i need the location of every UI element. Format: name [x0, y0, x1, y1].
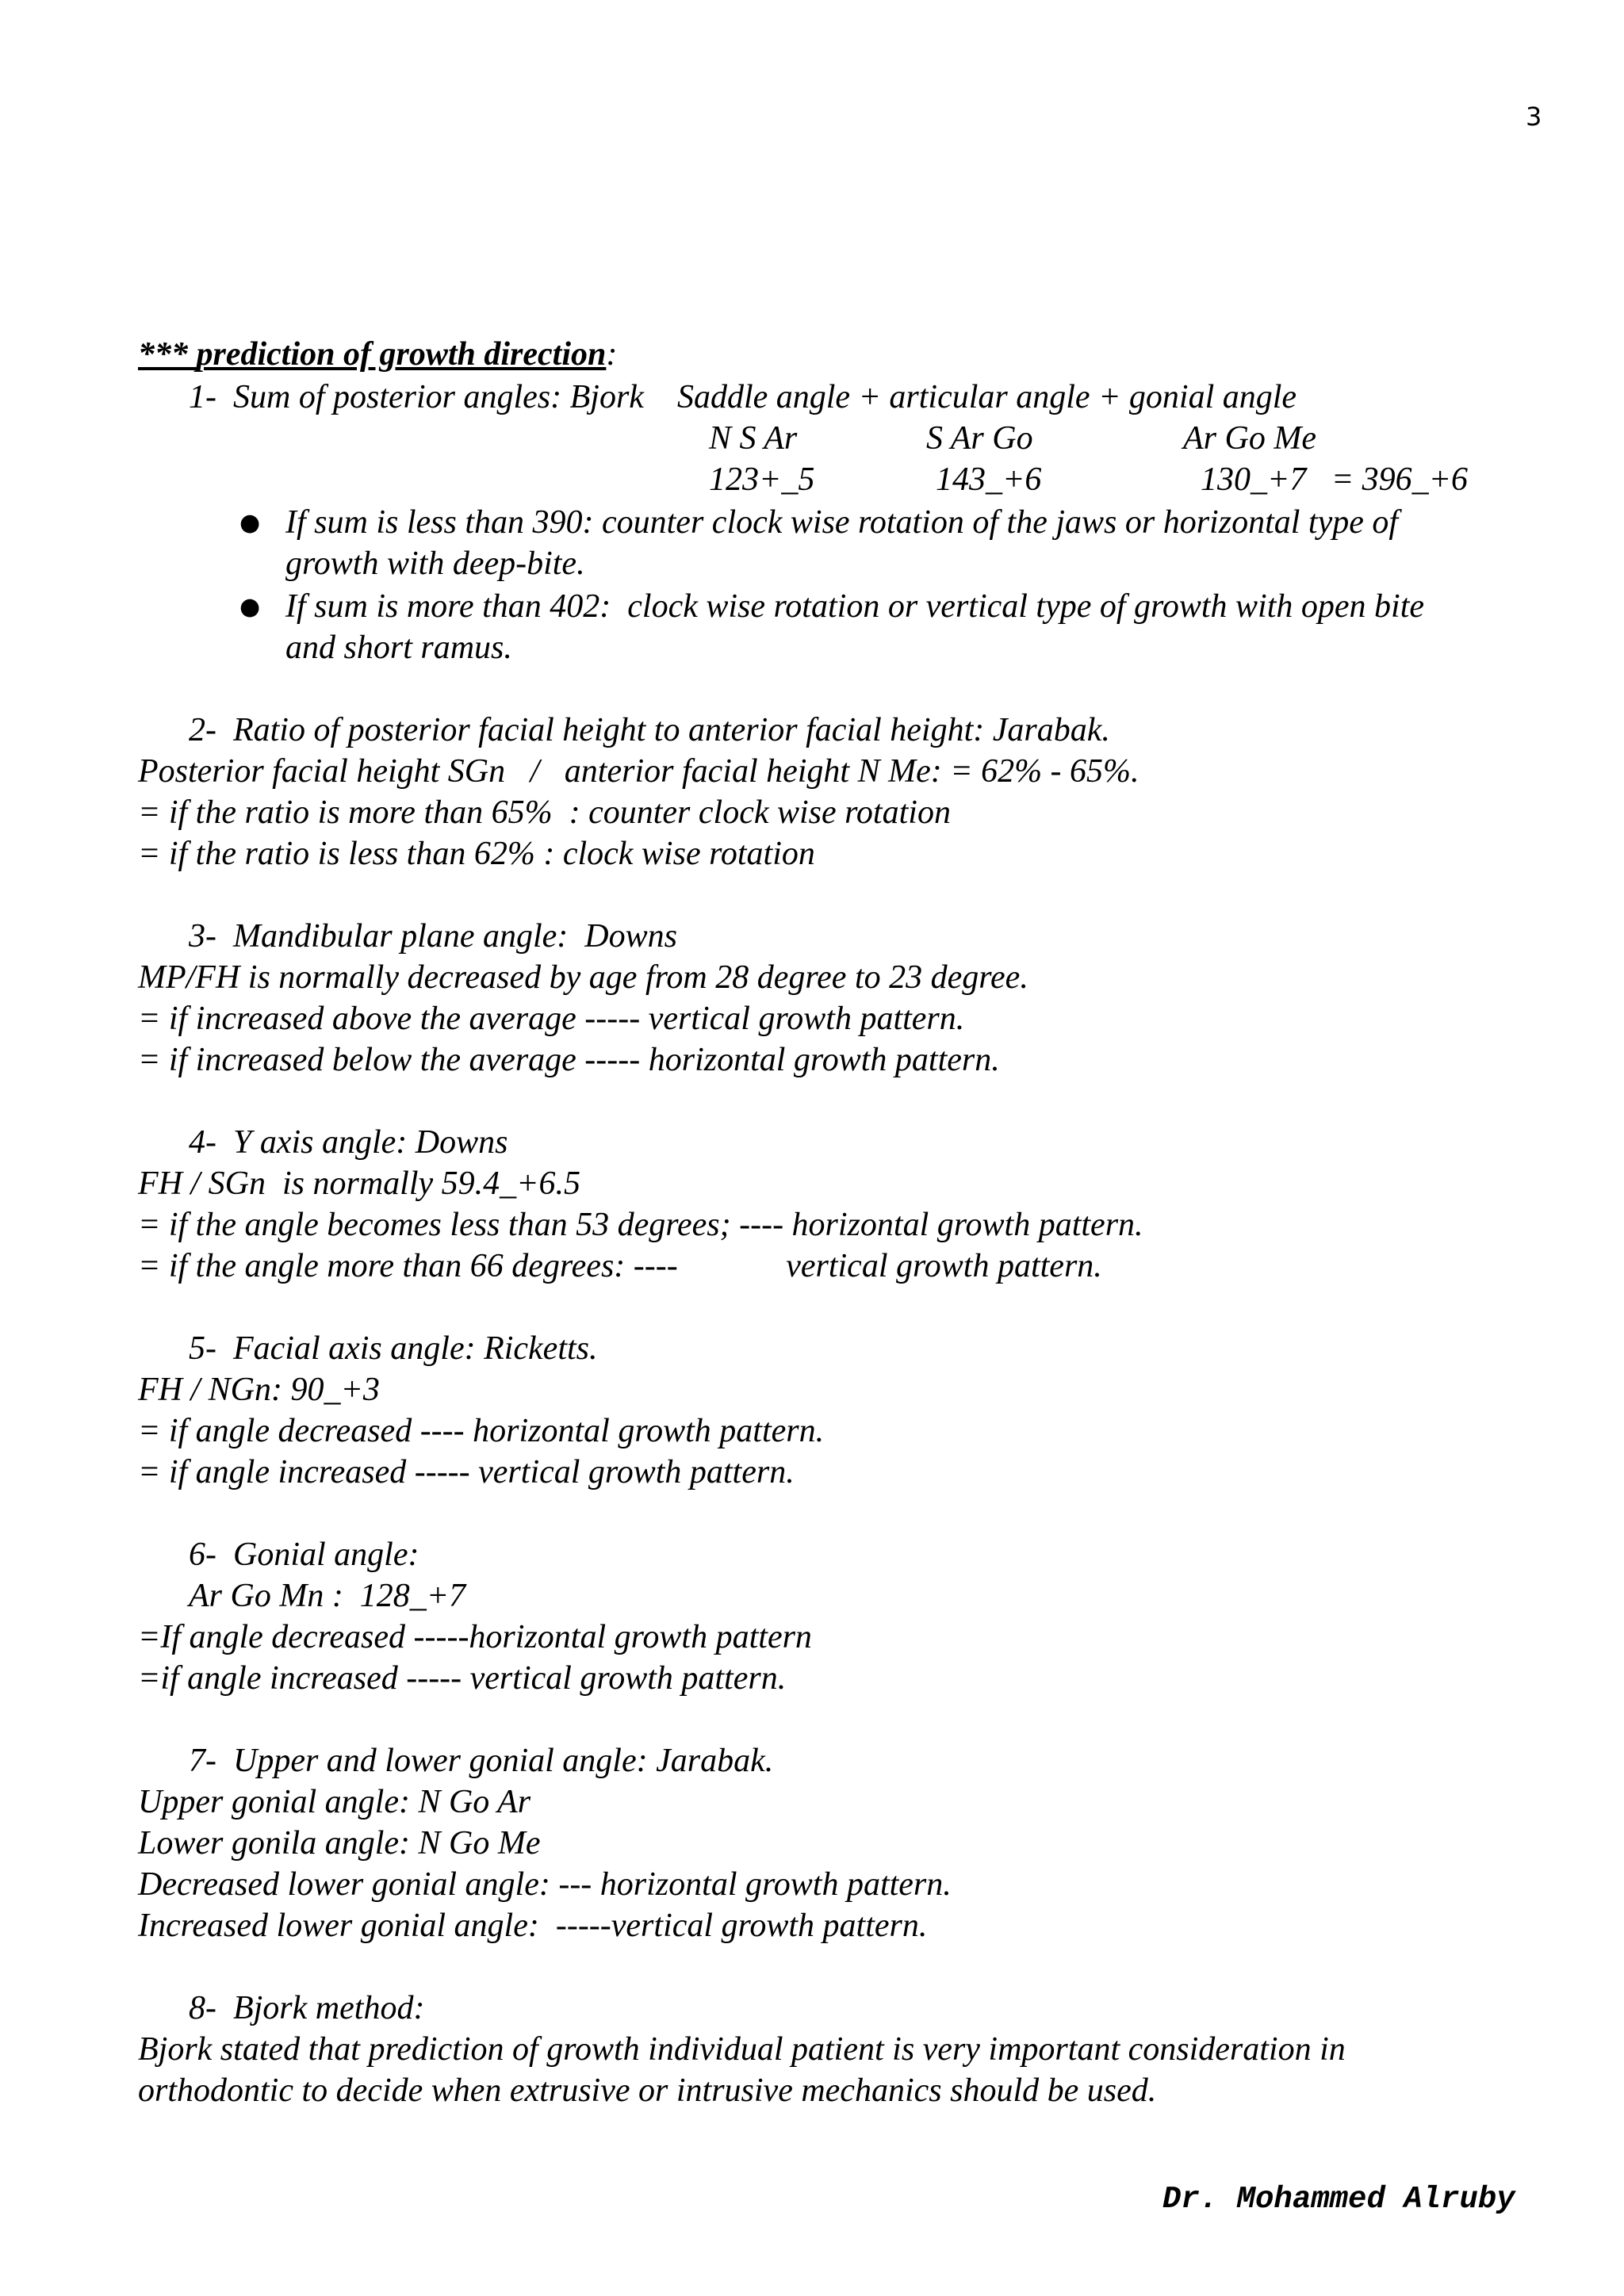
angle-value-argome: 130_+7 = 396_+6 [1201, 461, 1469, 498]
section-5-line-3: = if angle increased ----- vertical growth pattern. [138, 1454, 795, 1490]
heading-suffix: : [606, 336, 618, 373]
section-7-line-4: Increased lower gonial angle: -----vertical growth pattern. [138, 1908, 928, 1944]
section-5-line-1: FH / NGn: 90_+3 [138, 1372, 380, 1408]
section-7-line-3: Decreased lower gonial angle: --- horizontal growth pattern. [138, 1866, 952, 1903]
section-8-title: 8- Bjork method: [189, 1990, 425, 2026]
angle-value-nsar: 123+_5 [709, 461, 815, 498]
section-1-title: 1- Sum of posterior angles: Bjork Saddle angle + articular angle + gonial angle [189, 379, 1297, 415]
section-2-line-2: = if the ratio is more than 65% : counter clock wise rotation [138, 794, 951, 831]
author-name: Dr. Mohammed Alruby [1162, 2182, 1515, 2217]
section-2-line-1: Posterior facial height SGn / anterior facial height N Me: = 62% - 65%. [138, 753, 1139, 790]
section-8-line-1: Bjork stated that prediction of growth individual patient is very important consideration in [138, 2031, 1346, 2068]
section-7-title: 7- Upper and lower gonial angle: Jarabak. [189, 1743, 774, 1779]
section-6-sub: Ar Go Mn : 128_+7 [189, 1578, 466, 1614]
angle-name-sargo: S Ar Go [926, 420, 1033, 457]
bullet-1-line-2: growth with deep-bite. [285, 545, 585, 582]
heading-text: prediction of growth direction [196, 336, 607, 373]
section-5-title: 5- Facial axis angle: Ricketts. [189, 1330, 598, 1367]
section-3-line-3: = if increased below the average ----- horizontal growth pattern. [138, 1042, 1000, 1078]
section-4-line-2: = if the angle becomes less than 53 degrees; ---- horizontal growth pattern. [138, 1207, 1143, 1243]
section-6-line-1: =If angle decreased -----horizontal growth pattern [138, 1619, 812, 1655]
section-2-line-3: = if the ratio is less than 62% : clock wise rotation [138, 836, 815, 872]
angle-name-nsar: N S Ar [709, 420, 798, 457]
bullet-1-line-1: If sum is less than 390: counter clock wise rotation of the jaws or horizontal type of [285, 504, 1399, 541]
section-6-title: 6- Gonial angle: [189, 1536, 419, 1573]
angle-name-argome: Ar Go Me [1183, 420, 1316, 457]
angle-value-sargo: 143_+6 [936, 461, 1042, 498]
section-4-line-3: = if the angle more than 66 degrees: ---- vertical growth pattern. [138, 1248, 1102, 1284]
section-5-line-2: = if angle decreased ---- horizontal growth pattern. [138, 1413, 825, 1449]
bullet-2-line-2: and short ramus. [285, 629, 512, 666]
page-number: 3 [1526, 101, 1542, 132]
bullet-2-line-1: If sum is more than 402: clock wise rotation or vertical type of growth with open bite [285, 588, 1424, 625]
section-3-title: 3- Mandibular plane angle: Downs [189, 918, 677, 955]
section-6-line-2: =if angle increased ----- vertical growth pattern. [138, 1660, 787, 1697]
bullet-icon: ● [239, 593, 261, 621]
bullet-icon: ● [239, 509, 261, 537]
section-8-line-2: orthodontic to decide when extrusive or intrusive mechanics should be used. [138, 2072, 1157, 2109]
section-2-title: 2- Ratio of posterior facial height to anterior facial height: Jarabak. [189, 712, 1110, 748]
section-4-line-1: FH / SGn is normally 59.4_+6.5 [138, 1165, 580, 1202]
section-7-line-2: Lower gonila angle: N Go Me [138, 1825, 541, 1862]
section-4-title: 4- Y axis angle: Downs [189, 1124, 508, 1161]
section-3-line-1: MP/FH is normally decreased by age from 28 degree to 23 degree. [138, 959, 1028, 996]
section-3-line-2: = if increased above the average ----- vertical growth pattern. [138, 1001, 965, 1037]
section-7-line-1: Upper gonial angle: N Go Ar [138, 1784, 531, 1820]
section-heading [138, 338, 617, 371]
heading-prefix: *** [138, 336, 197, 373]
